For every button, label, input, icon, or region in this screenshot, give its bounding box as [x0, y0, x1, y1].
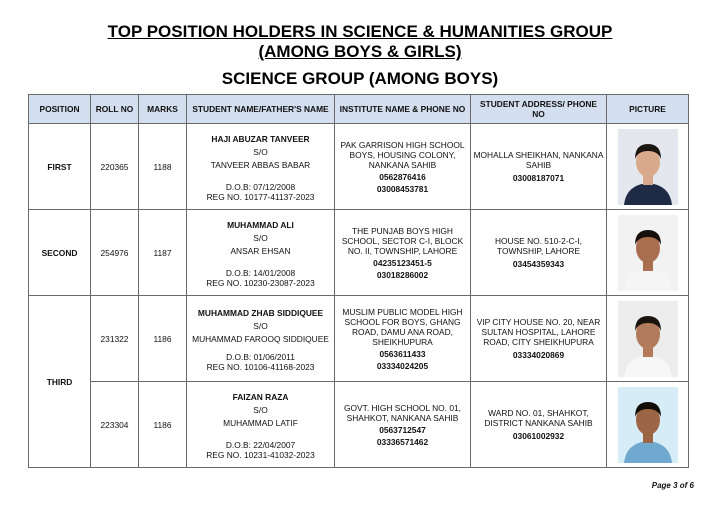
person-silhouette-icon	[618, 301, 678, 377]
person-silhouette-icon	[618, 215, 678, 291]
student-photo	[618, 129, 678, 205]
address-cell	[471, 210, 607, 296]
position-cell: SECOND	[29, 210, 91, 296]
address-cell	[471, 382, 607, 468]
address-cell	[471, 124, 607, 210]
person-silhouette-icon	[618, 387, 678, 463]
student-phone: 03061002932	[512, 431, 565, 441]
marks-cell: 1186	[139, 296, 187, 382]
institute-name: PAK GARRISON HIGH SCHOOL BOYS, HOUSING COLONY, NANKANA SAHIB	[340, 139, 465, 170]
date-of-birth: D.O.B: 22/04/2007	[225, 439, 296, 450]
header-student-name: STUDENT NAME/FATHER'S NAME	[187, 95, 335, 124]
student-address: VIP CITY HOUSE NO. 20, NEAR SULTAN HOSPITAL, LAHORE ROAD, CITY SHEIKHUPURA	[476, 317, 601, 347]
student-address: MOHALLA SHEIKHAN, NANKANA SAHIB	[473, 150, 604, 170]
header-institute: INSTITUTE NAME & PHONE NO	[335, 95, 471, 124]
header-marks: MARKS	[139, 95, 187, 124]
registration-no: REG NO. 10231-41032-2023	[206, 449, 315, 460]
institute-phone-alt: 03008453781	[376, 183, 429, 194]
institute-phone-alt: 03018286002	[376, 269, 429, 280]
page-number: Page 3 of 6	[651, 481, 694, 490]
picture-cell	[607, 382, 689, 468]
registration-no: REG NO. 10177-41137-2023	[206, 191, 315, 202]
table-row	[29, 382, 689, 468]
roll-no-cell: 254976	[91, 210, 139, 296]
date-of-birth: D.O.B: 14/01/2008	[225, 267, 296, 278]
marks-cell: 1186	[139, 382, 187, 468]
institute-cell	[335, 210, 471, 296]
header-roll-no: ROLL NO	[91, 95, 139, 124]
position-holders-table	[28, 94, 689, 468]
father-name: MUHAMMAD FAROOQ SIDDIQUEE	[192, 333, 329, 344]
student-address: HOUSE NO. 510-2-C-I, TOWNSHIP, LAHORE	[494, 236, 583, 256]
person-silhouette-icon	[618, 129, 678, 205]
marks-cell: 1188	[139, 124, 187, 210]
marks-cell: 1187	[139, 210, 187, 296]
roll-no-cell: 220365	[91, 124, 139, 210]
father-name: MUHAMMAD LATIF	[223, 417, 298, 428]
student-phone: 03334020869	[512, 350, 565, 360]
student-name: MUHAMMAD ALI	[227, 219, 294, 230]
institute-name: GOVT. HIGH SCHOOL NO. 01, SHAHKOT, NANKANA SAHIB	[344, 402, 461, 423]
institute-cell	[335, 124, 471, 210]
table-row	[29, 210, 689, 296]
student-cell	[187, 210, 335, 296]
position-cell: THIRD	[29, 296, 91, 468]
son-of-label: S/O	[253, 232, 268, 243]
institute-phone: 0563712547	[379, 424, 426, 435]
picture-cell	[607, 210, 689, 296]
section-title: SCIENCE GROUP (AMONG BOYS)	[221, 69, 499, 88]
student-cell	[187, 296, 335, 382]
institute-phone: 0563611433	[379, 348, 426, 359]
father-name: TANVEER ABBAS BABAR	[210, 159, 311, 170]
student-photo	[618, 301, 678, 377]
son-of-label: S/O	[253, 146, 268, 157]
student-phone: 03454359343	[512, 259, 565, 269]
table-row	[29, 296, 689, 382]
institute-phone-alt: 03334024205	[376, 360, 429, 371]
roll-no-cell: 223304	[91, 382, 139, 468]
header-position: POSITION	[29, 95, 91, 124]
student-photo	[618, 387, 678, 463]
table-header-row	[29, 95, 689, 124]
institute-phone: 0562876416	[379, 171, 426, 182]
main-title-line2: (AMONG BOYS & GIRLS)	[258, 42, 462, 61]
student-cell	[187, 124, 335, 210]
date-of-birth: D.O.B: 01/06/2011	[226, 351, 295, 362]
student-name: FAIZAN RAZA	[232, 391, 289, 402]
son-of-label: S/O	[253, 320, 268, 331]
institute-cell	[335, 382, 471, 468]
main-title: TOP POSITION HOLDERS IN SCIENCE & HUMANITIES GROUP	[107, 22, 613, 41]
son-of-label: S/O	[253, 404, 268, 415]
institute-name: MUSLIM PUBLIC MODEL HIGH SCHOOL FOR BOYS, GHANG ROAD, DAMU ANA ROAD, SHEIKHUPURA	[342, 306, 463, 347]
header-picture: PICTURE	[607, 95, 689, 124]
father-name: ANSAR EHSAN	[230, 245, 291, 256]
student-name: MUHAMMAD ZHAB SIDDIQUEE	[197, 307, 324, 318]
student-cell	[187, 382, 335, 468]
header-address: STUDENT ADDRESS/ PHONE NO	[471, 95, 607, 124]
date-of-birth: D.O.B: 07/12/2008	[225, 181, 296, 192]
roll-no-cell: 231322	[91, 296, 139, 382]
registration-no: REG NO. 10230-23087-2023	[206, 277, 315, 288]
picture-cell	[607, 296, 689, 382]
student-photo	[618, 215, 678, 291]
registration-no: REG NO. 10106-41168-2023	[206, 361, 315, 372]
institute-name: THE PUNJAB BOYS HIGH SCHOOL, SECTOR C-I, BLOCK NO. II, TOWNSHIP, LAHORE	[341, 225, 464, 256]
address-cell	[471, 296, 607, 382]
picture-cell	[607, 124, 689, 210]
institute-phone: 04235123451-5	[373, 257, 432, 268]
institute-cell	[335, 296, 471, 382]
position-cell: FIRST	[29, 124, 91, 210]
student-address: WARD NO. 01, SHAHKOT, DISTRICT NANKANA SAHIB	[484, 408, 593, 428]
table-row	[29, 124, 689, 210]
student-phone: 03008187071	[512, 173, 565, 183]
student-name: HAJI ABUZAR TANVEER	[211, 133, 310, 144]
institute-phone-alt: 03336571462	[376, 436, 429, 447]
